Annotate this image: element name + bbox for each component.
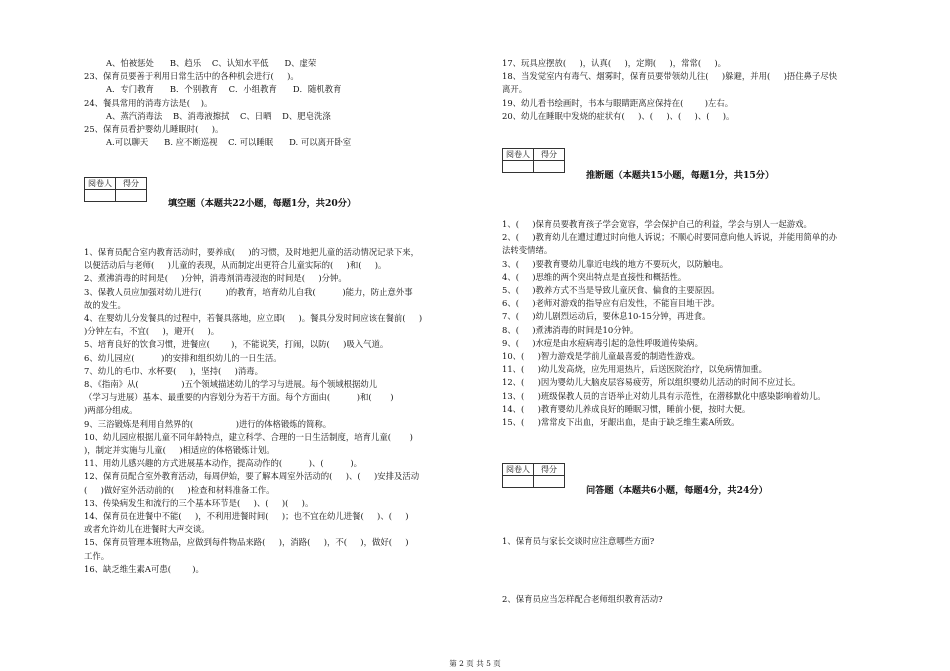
reviewer-label: 阅卷人 <box>503 149 534 161</box>
fill-blank-line: 8、《指南》从( )五个领域描述幼儿的学习与进展。每个领域根据幼儿 <box>84 379 378 390</box>
qa-question-1: 1、保育员与家长交谈时应注意哪些方面? <box>502 536 655 546</box>
reviewer-label: 阅卷人 <box>85 178 116 190</box>
fill-blank-line: 19、幼儿看书绘画时，书本与眼睛距离应保持在( )左右。 <box>502 97 734 108</box>
fill-blank-line: )两部分组成。 <box>84 405 138 416</box>
question-line: 23、保育员要善于利用日常生活中的各种机会进行( )。 <box>84 71 299 82</box>
fill-blank-line: 1、保育员配合室内教育活动时，要养成( )的习惯，及时地把儿童的活动情况记录下来， <box>84 247 420 257</box>
judge-line: 3、( )要教育婴幼儿靠近电线的地方不要玩火，以防触电。 <box>502 258 729 269</box>
fill-blank-line: 18、当发觉室内有毒气、烟雾时，保育员要带领幼儿往( )躲避，并用( )捂住鼻子尽快 <box>502 71 838 82</box>
qa-question-2: 2、保育员应当怎样配合老师组织教育活动? <box>502 594 663 604</box>
fill-blank-line: )，制定并实施与儿童( )相适应的体格锻炼计划。 <box>84 445 275 456</box>
judge-line: 4、( )思维的两个突出特点是直接性和概括性。 <box>502 271 687 282</box>
score-label: 得分 <box>534 464 565 476</box>
question-line: A、怕被惩处 B、趋乐 C、认知水平低 D、虚荣 <box>106 58 317 68</box>
fill-blank-line: 10、幼儿园应根据儿童不同年龄特点，建立科学、合理的一日生活制度，培育儿童( ) <box>84 431 413 442</box>
judge-line: 8、( )煮沸消毒的时间是10分钟。 <box>502 324 639 335</box>
question-line: 25、保育员看护婴幼儿睡眠时( )。 <box>84 124 224 135</box>
fill-blank-line: 12、保育员配合室外教育活动，每周伊始，要了解本周室外活动的( )、( )安排及活动 <box>84 471 420 482</box>
section-title-fill-blank: 填空题（本题共22小题，每题1分，共20分） <box>168 198 357 209</box>
reviewer-cell[interactable] <box>503 476 534 488</box>
fill-blank-line: 20、幼儿在睡眠中发烧的症状有( )、( )、( )、( )。 <box>502 110 735 121</box>
fill-blank-continued <box>502 57 902 123</box>
judge-list <box>502 218 902 429</box>
fill-blank-line: 17、玩具应摆放( )，认真( )，定期( )，常常( )。 <box>502 58 727 68</box>
score-box-fill <box>84 177 147 202</box>
fill-blank-line: 16、缺乏维生素A可患( )。 <box>84 563 204 574</box>
score-cell[interactable] <box>534 476 565 488</box>
multiple-choice-tail <box>84 57 486 149</box>
judge-line: 5、( )教养方式不当是导致儿童厌食、偏食的主要原因。 <box>502 285 720 296</box>
judge-line: 11、( )幼儿发高烧，应先用退热片，后送医院治疗，以免病情加重。 <box>502 364 768 375</box>
fill-blank-line: 11、用幼儿感兴趣的方式进展基本动作，提高动作的( )、( )。 <box>84 458 362 469</box>
fill-blank-line: 5、培育良好的饮食习惯，进餐应( )，不能说笑，打闹，以防( )吸入气道。 <box>84 339 389 350</box>
score-label: 得分 <box>116 178 147 190</box>
fill-blank-line: 9、三浴锻炼是利用自然界的( )进行的体格锻炼的简称。 <box>84 418 332 429</box>
judge-line: 12、( )因为婴幼儿大脑皮层容易疲劳，所以组织婴幼儿活动的时间不应过长。 <box>502 377 801 388</box>
judge-line: 7、( )幼儿剧烈运动后，要休息10-15分钟，再进食。 <box>502 311 711 322</box>
fill-blank-line: 工作。 <box>84 550 110 561</box>
question-line: A.可以聊天 B. 应不断巡视 C. 可以睡眠 D. 可以离开卧室 <box>106 137 352 148</box>
fill-blank-line: 6、幼儿园应( )的安排和组织幼儿的一日生活。 <box>84 352 282 363</box>
score-box-qa <box>502 463 565 488</box>
fill-blank-line: 15、保育员管理本班物品，应做到每件物品来路( )，消路( )，不( )，做好( ) <box>84 537 409 548</box>
question-line: A．专门教育 B．个别教育 C．小组教育 D．随机教育 <box>106 84 342 95</box>
section-title-judge: 推断题（本题共15小题，每题1分，共15分） <box>586 170 775 181</box>
reviewer-label: 阅卷人 <box>503 464 534 476</box>
reviewer-cell[interactable] <box>503 161 534 173</box>
reviewer-cell[interactable] <box>85 190 116 202</box>
fill-blank-line: 7、幼儿的毛巾、水杯要( )，坚持( )消毒。 <box>84 365 264 376</box>
fill-blank-line: )分钟左右，不宜( )，避开( )。 <box>84 326 220 337</box>
fill-blank-line: 故的发生。 <box>84 299 126 310</box>
judge-line: 14、( )教育婴幼儿养成良好的睡眠习惯，睡前小便，按时大便。 <box>502 403 751 414</box>
question-line: 24、餐具常用的消毒方法是( )。 <box>84 97 213 108</box>
score-box-judge <box>502 148 565 173</box>
fill-blank-line: （学习与进展）基本、最重要的内容划分为若干方面。每个方面由( )和( ) <box>84 392 394 403</box>
fill-blank-list <box>84 246 486 576</box>
judge-line: 13、( )班级保教人员的言语举止对幼儿具有示范性，在潜移默化中感染影响着幼儿。 <box>502 390 826 401</box>
fill-blank-line: 离开。 <box>502 84 528 95</box>
section-title-qa: 问答题（本题共6小题，每题4分，共24分） <box>586 485 768 496</box>
judge-line: 2、( )教育幼儿在遭过遭过时向他人诉说；不顺心时要同意向他人诉说，并能用简单的办 <box>502 232 838 243</box>
fill-blank-line: 或者允许幼儿在进餐时大声交谈。 <box>84 524 210 535</box>
left-column <box>84 57 486 149</box>
question-line: A、蒸汽消毒法 B、消毒液擦拭 C、日晒 D、肥皂洗涤 <box>106 110 331 121</box>
fill-blank-line: 以便活动后与老师( )儿童的表现，从而制定出更符合儿童实际的( )和( )。 <box>84 260 387 271</box>
score-cell[interactable] <box>116 190 147 202</box>
page-footer: 第 2 页 共 5 页 <box>449 659 501 668</box>
fill-blank-line: 14、保育员在进餐中不能( )，不利用进餐时间( )；也不宜在幼儿进餐( )、( ) <box>84 511 409 522</box>
judge-line: 6、( )老师对游戏的指导应有启发性，不能盲目地干涉。 <box>502 298 720 309</box>
judge-line: 10、( )智力游戏是学前儿童最喜爱的制造性游戏。 <box>502 351 701 362</box>
score-cell[interactable] <box>534 161 565 173</box>
fill-blank-line: 4、在婴幼儿分发餐具的过程中，若餐具落地，应立即( )。餐具分发时间应该在餐前( ) <box>84 313 423 324</box>
judge-line: 15、( )常常皮下出血，牙龈出血，是由于缺乏维生素A所致。 <box>502 417 740 428</box>
judge-line: 1、( )保育员要教育孩子学会宽容，学会保护自己的利益，学会与别人一起游戏。 <box>502 219 812 229</box>
judge-line: 法转变情绪。 <box>502 245 553 256</box>
judge-line: 9、( )水痘是由水痘病毒引起的急性呼吸道传染病。 <box>502 337 704 348</box>
fill-blank-line: ( )做好室外活动前的( )检查和材料准备工作。 <box>84 484 275 495</box>
fill-blank-line: 3、保教人员应加强对幼儿进行( )的教育，培育幼儿自我( )能力，防止意外事 <box>84 286 413 297</box>
fill-blank-line: 13、传染病发生和流行的三个基本环节是( )、( )( )。 <box>84 497 314 508</box>
score-label: 得分 <box>534 149 565 161</box>
fill-blank-line: 2、煮沸消毒的时间是( )分钟，消毒剂消毒浸泡的时间是( )分钟。 <box>84 273 347 284</box>
